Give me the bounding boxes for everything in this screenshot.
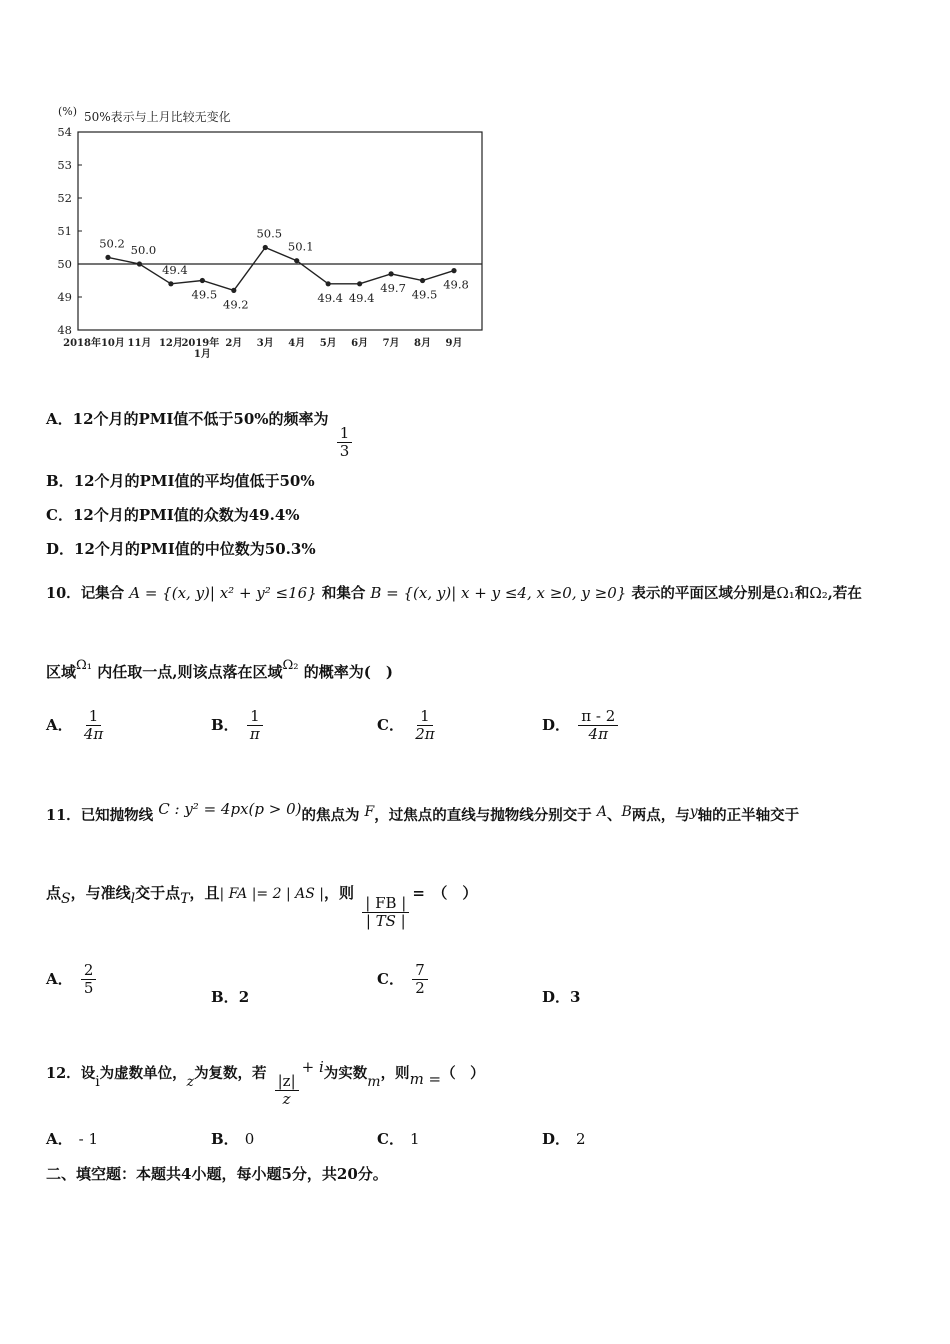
q10-option-d: D． $\frac{\pi - 2}{4\pi}$	[542, 708, 621, 744]
y-tick-label: 48	[57, 323, 72, 337]
data-point	[357, 281, 362, 286]
q10-stem-line1: 10．记集合 A = {(x, y)| x² + y² ≤16} 和集合 B = {(x, y)| x + y ≤4, x ≥0, y ≥0} 表示的平面区域分别是Ω₁和Ω₂,若在	[46, 584, 862, 602]
data-label: 49.4	[317, 290, 343, 305]
q9-option-a-fraction: $\frac{1}{3}$	[337, 425, 353, 461]
x-tick-label-line2: 1月	[193, 349, 211, 360]
q10-option-a: A． $\frac{1}{4\pi}$	[46, 707, 104, 744]
data-point	[326, 281, 331, 286]
q10-option-b: B． $\frac{1}{\pi}$	[211, 708, 266, 744]
data-label: 50.5	[256, 226, 283, 241]
data-label: 49.5	[411, 287, 438, 302]
data-label: 49.4	[348, 290, 375, 305]
q12-option-b: B． 0	[211, 1130, 255, 1148]
x-tick-label: 9月	[445, 338, 463, 349]
y-tick-label: 50	[57, 257, 72, 271]
q12-option-d: D． 2	[542, 1130, 586, 1148]
q11-stem-line1: 11．已知抛物线 C : y² = 4px(p > 0)的焦点为 F，过焦点的直线与抛物线分别交于 A、B两点，与y轴的正半轴交于	[46, 800, 800, 824]
x-tick-label: 8月	[414, 338, 432, 349]
section-2-heading: 二、填空题：本题共4小题，每小题5分，共20分。	[46, 1165, 388, 1183]
q12-option-a: A． - 1	[46, 1130, 99, 1148]
x-tick-label: 3月	[256, 338, 274, 349]
q10-option-c: C． $\frac{1}{2\pi}$	[377, 707, 435, 744]
q11-option-c: C． $\frac{7}{2}$	[377, 962, 431, 998]
data-point	[200, 278, 205, 283]
q12-option-c: C． 1	[377, 1130, 420, 1148]
data-label: 50.2	[99, 236, 125, 251]
data-point	[388, 271, 393, 276]
data-point	[231, 288, 236, 293]
q9-option-c: C．12个月的PMI值的众数为49.4%	[46, 506, 300, 524]
pmi-chart	[40, 98, 500, 368]
x-tick-label: 12月	[158, 338, 183, 349]
q11-stem-line2: 点S，与准线l交于点T，且| FA |= 2 | AS |，则 $\frac{| FB |}{| TS |}$ = （ ）	[46, 884, 478, 931]
data-point	[105, 255, 110, 260]
q11-option-b: B．2	[211, 988, 250, 1006]
q10-set-b: B = {(x, y)| x + y ≤4, x ≥0, y ≥0}	[370, 584, 627, 602]
q11-option-d: D．3	[542, 988, 581, 1006]
q11-ratio-fraction: $\frac{| FB |}{| TS |}$	[362, 895, 409, 931]
q9-option-b: B．12个月的PMI值的平均值低于50%	[46, 472, 315, 490]
q10-stem-line2: 区域Ω₁ 内任取一点,则该点落在区域Ω₂ 的概率为( )	[46, 658, 393, 681]
y-tick-label: 49	[57, 290, 72, 304]
data-label: 49.4	[162, 262, 188, 277]
x-tick-label: 4月	[288, 338, 306, 349]
pmi-chart-svg	[40, 98, 500, 368]
q9-option-a: A．12个月的PMI值不低于50%的频率为 $\frac{1}{3}$	[46, 408, 355, 461]
x-tick-label: 7月	[382, 338, 400, 349]
data-label: 49.5	[191, 287, 218, 302]
data-point	[168, 281, 173, 286]
x-tick-label: 2019年	[181, 338, 220, 349]
q9-option-d: D．12个月的PMI值的中位数为50.3%	[46, 540, 316, 558]
q11-parabola: C : y² = 4px(p > 0)	[158, 800, 302, 818]
y-tick-label: 54	[57, 125, 72, 139]
data-label: 50.0	[130, 243, 157, 257]
x-tick-label: 6月	[351, 338, 369, 349]
q10-set-a: A = {(x, y)| x² + y² ≤16}	[129, 584, 317, 602]
y-tick-label: 53	[57, 158, 72, 172]
data-label: 50.1	[287, 239, 314, 254]
q12-stem: 12．设i为虚数单位，z为复数，若 $\frac{|z|}{z}$ + i为实数m，则m =（ ）	[46, 1058, 485, 1109]
data-label: 49.2	[223, 297, 249, 312]
x-tick-label: 5月	[319, 338, 337, 349]
x-tick-label: 2018年10月	[63, 338, 125, 349]
data-point	[294, 258, 299, 263]
data-label: 49.7	[380, 280, 406, 295]
q11-option-a: A． $\frac{2}{5}$	[46, 962, 99, 998]
data-label: 49.8	[443, 277, 469, 292]
y-tick-label: 52	[57, 191, 72, 205]
data-point	[451, 268, 456, 273]
chart-title: 50%表示与上月比较无变化	[84, 110, 231, 124]
data-point	[137, 261, 142, 266]
x-tick-label: 2月	[225, 338, 243, 349]
data-point	[263, 245, 268, 250]
y-axis-label: (%)	[58, 105, 78, 118]
data-point	[420, 278, 425, 283]
q12-fraction: $\frac{|z|}{z}$	[275, 1073, 299, 1109]
y-tick-label: 51	[57, 224, 72, 238]
x-tick-label: 11月	[127, 338, 152, 349]
